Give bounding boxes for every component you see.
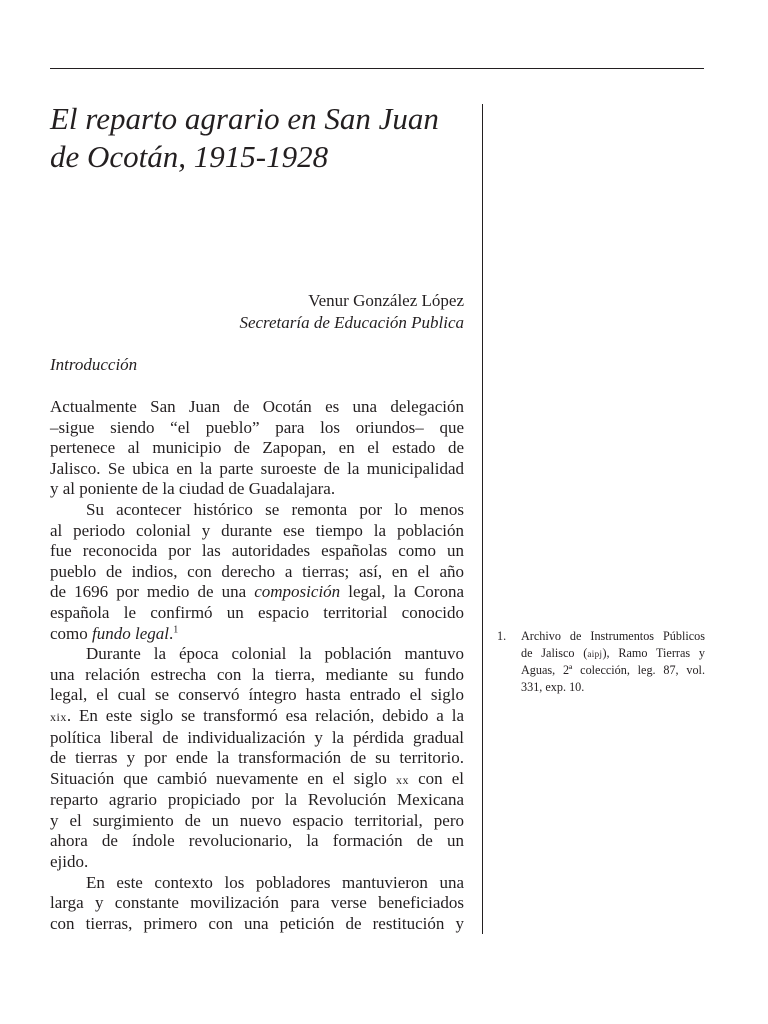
text-line: En este contexto los pobladores mantuvieron una <box>86 872 464 892</box>
paragraph-3 <box>50 644 464 873</box>
text-line: Jalisco. Se ubica en la parte suroeste de la municipalidad <box>50 458 464 478</box>
text-line: una relación estrecha con la tierra, mediante su fundo <box>50 664 464 684</box>
text-line <box>50 769 464 791</box>
text-line: Archivo de Instrumentos Públicos <box>521 629 705 643</box>
text-line: Aguas, 2ª colección, leg. 87, vol. <box>521 663 705 677</box>
text-line <box>521 645 705 663</box>
paragraph-1 <box>50 397 464 500</box>
text-line: Su acontecer histórico se remonta por lo menos <box>86 499 464 519</box>
section-heading: Introducción <box>50 355 138 374</box>
emphasis: fundo legal <box>92 623 169 643</box>
text-run: Situación que cambió nuevamente en el siglo <box>50 768 396 788</box>
text-line: española le confirmó un espacio territorial conocido <box>50 602 464 622</box>
footnote-1 <box>497 628 705 695</box>
article-title <box>50 100 470 176</box>
text-line: 331, exp. 10. <box>521 679 585 694</box>
title-line-1: El reparto agrario en San Juan <box>50 101 439 136</box>
text-run: de Jalisco ( <box>521 645 588 660</box>
text-run: de 1696 por medio de una <box>50 582 255 602</box>
footnote-reference[interactable]: 1 <box>173 623 179 635</box>
text-line: larga y constante movilización para verse beneficiados <box>50 893 464 913</box>
text-line: ahora de índole revolucionario, la formación de un <box>50 831 464 851</box>
text-run: legal, la Corona <box>340 582 464 602</box>
text-line: al periodo colonial y durante ese tiempo la población <box>50 520 464 540</box>
top-rule <box>50 68 704 69</box>
text-run: ), Ramo Tierras y <box>602 645 705 660</box>
text-line: pueblo de indios, con derecho a tierras; así, en el año <box>50 561 464 581</box>
author-affiliation: Secretaría de Educación Publica <box>239 313 464 332</box>
text-line: legal, el cual se conservó íntegro hasta entrado el siglo <box>50 685 464 705</box>
column-rule <box>482 104 483 934</box>
text-line <box>50 582 464 603</box>
text-run: con el <box>408 768 464 788</box>
text-line <box>50 624 464 645</box>
text-line: pertenece al municipio de Zapopan, en el estado de <box>50 438 464 458</box>
text-line <box>50 706 464 728</box>
text-line: ejido. <box>50 852 89 872</box>
text-line: –sigue siendo “el pueblo” para los oriundos– que <box>50 417 464 437</box>
small-caps: aipj <box>587 648 603 659</box>
text-run: . <box>169 623 174 643</box>
title-line-2: de Ocotán, 1915-1928 <box>50 139 329 174</box>
paragraph-2 <box>50 500 464 644</box>
text-line: reparto agrario propiciado por la Revolución Mexicana <box>50 790 464 810</box>
footnote-text <box>521 628 705 695</box>
text-line: de tierras y por ende la transformación de su territorio. <box>50 748 464 768</box>
small-caps: xx <box>395 772 409 787</box>
emphasis: composición <box>254 582 341 602</box>
text-line: Durante la época colonial la población mantuvo <box>86 644 464 664</box>
text-line: política liberal de individualización y la pérdida gradual <box>50 727 464 747</box>
text-line: Actualmente San Juan de Ocotán es una delegación <box>50 397 464 416</box>
text-line: y el surgimiento de un nuevo espacio territorial, pero <box>50 810 464 830</box>
author-name: Venur González López <box>308 291 464 310</box>
text-line: y al poniente de la ciudad de Guadalajara. <box>50 479 336 499</box>
text-run: como <box>50 623 93 643</box>
small-caps: xix <box>50 709 67 724</box>
body-text <box>50 397 464 934</box>
text-line: con tierras, primero con una petición de restitución y <box>50 913 464 933</box>
footnote-number: 1. <box>497 629 507 643</box>
paragraph-4 <box>50 873 464 935</box>
text-line: fue reconocida por las autoridades españolas como un <box>50 541 464 561</box>
text-run: . En este siglo se transformó esa relación, debido a la <box>66 705 464 725</box>
author-block <box>50 290 464 334</box>
